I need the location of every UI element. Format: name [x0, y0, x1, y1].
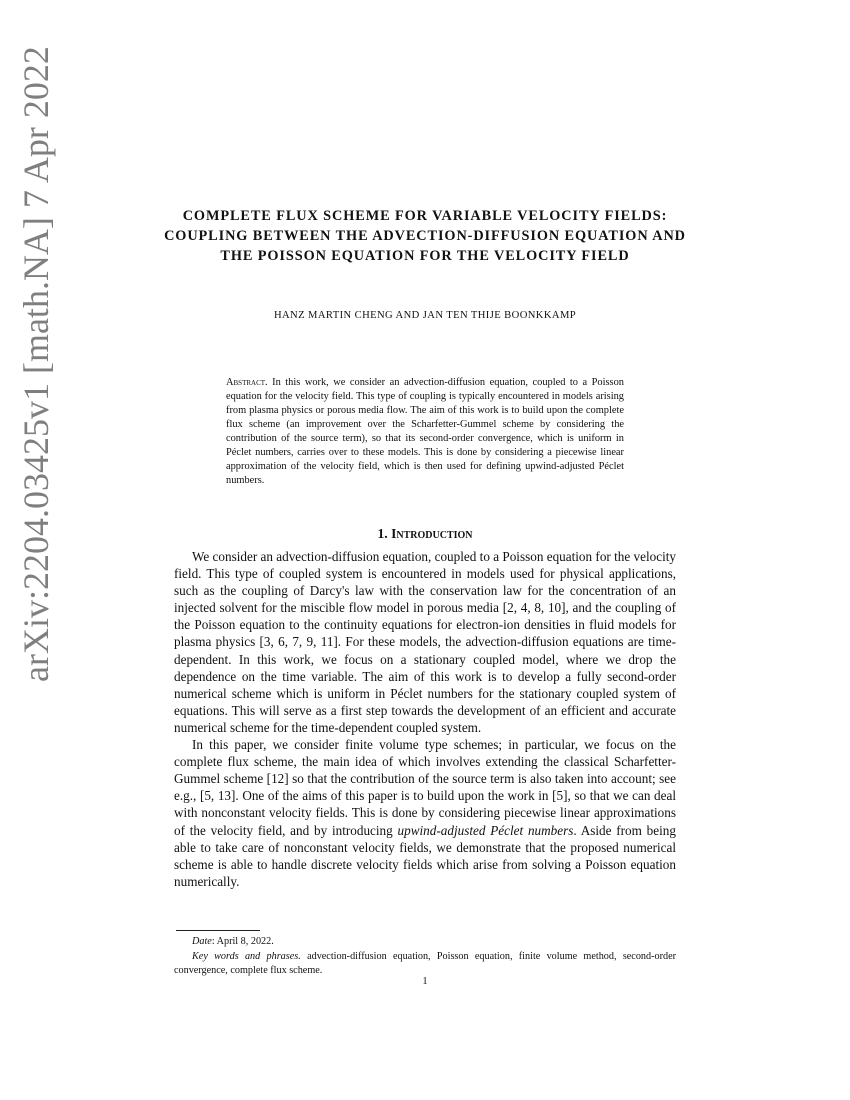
- page-number: 1: [422, 976, 428, 987]
- abstract: [226, 376, 624, 488]
- paragraph-2-text-end: . Aside from being able to take care of nonconstant velocity fields, we demonstrate that the proposed numerical scheme is able to handle discrete velocity fields which arise from solving a Poisson equation numerically.: [174, 822, 676, 889]
- footnote-divider: [176, 930, 260, 931]
- keywords-label: Key words and phrases.: [192, 950, 301, 962]
- abstract-label: Abstract.: [226, 377, 268, 388]
- paragraph-2-emphasis: upwind-adjusted Péclet numbers: [397, 822, 574, 838]
- paper-authors: HANZ MARTIN CHENG AND JAN TEN THIJE BOONKKAMP: [273, 310, 577, 321]
- paper-title: COMPLETE FLUX SCHEME FOR VARIABLE VELOCITY FIELDS: COUPLING BETWEEN THE ADVECTION-DIFFUSION EQUATION AND THE POISSON EQUATION FOR THE VELOCITY FIELD: [164, 208, 686, 264]
- abstract-text: In this work, we consider an advection-diffusion equation, coupled to a Poisson equation for the velocity field. This type of coupling is typically encountered in models arising from plasma physics or porous media flow. The aim of this work is to build upon the complete flux scheme (an improvement over the Scharfetter-Gummel scheme by considering the contribution of the source term), so that its second-order convergence, which is uniform in Péclet numbers, carries over to these models. This is done by considering a piecewise linear approximation of the velocity field, which is then used for defining upwind-adjusted Péclet numbers.: [226, 377, 624, 486]
- footnote-date: [174, 935, 676, 950]
- body-paragraph-2: [174, 736, 676, 890]
- introduction-body: [174, 548, 676, 890]
- body-paragraph-1: We consider an advection-diffusion equation, coupled to a Poisson equation for the velocity field. This type of coupled system is encountered in models used for physical applications, such as the coupling of Darcy's law with the conservation law for the concentration of an injected solvent for the miscible flow model in porous media [2, 4, 8, 10], and the coupling of the Poisson equation to the continuity equations for electron-ion densities in fluid models for plasma physics [3, 6, 7, 9, 11]. For these models, the advection-diffusion equations are time-dependent. In this work, we focus on a stationary coupled model, where we drop the dependence on the time variable. The aim of this work is to develop a fully second-order numerical scheme which is uniform in Péclet numbers for the stationary coupled system of equations. This will serve as a first step towards the development of an efficient and accurate numerical scheme for the time-dependent coupled system.: [174, 549, 676, 735]
- footnotes: [174, 935, 676, 979]
- section-number: 1.: [377, 526, 388, 541]
- footnote-keywords: [174, 950, 676, 979]
- section-heading: [174, 526, 676, 542]
- arxiv-identifier-stamp: arXiv:2204.03425v1 [math.NA] 7 Apr 2022: [16, 46, 56, 682]
- date-label: Date: [192, 936, 212, 947]
- paragraph-2-text-start: In this paper, we consider finite volume type schemes; in particular, we focus on the complete flux scheme, the main idea of which involves extending the classical Scharfetter-Gummel scheme [12] so that the contribution of the source term is also taken into account; see e.g., [5, 13]. One of the aims of this paper is to build upon the work in [5], so that we can deal with nonconstant velocity fields. This is done by considering piecewise linear approximations of the velocity field, and by introducing: [174, 737, 676, 838]
- section-title: Introduction: [391, 526, 473, 541]
- date-value: : April 8, 2022.: [211, 936, 274, 947]
- keywords-value: advection-diffusion equation, Poisson equation, finite volume method, second-order convergence, complete flux scheme.: [174, 950, 677, 976]
